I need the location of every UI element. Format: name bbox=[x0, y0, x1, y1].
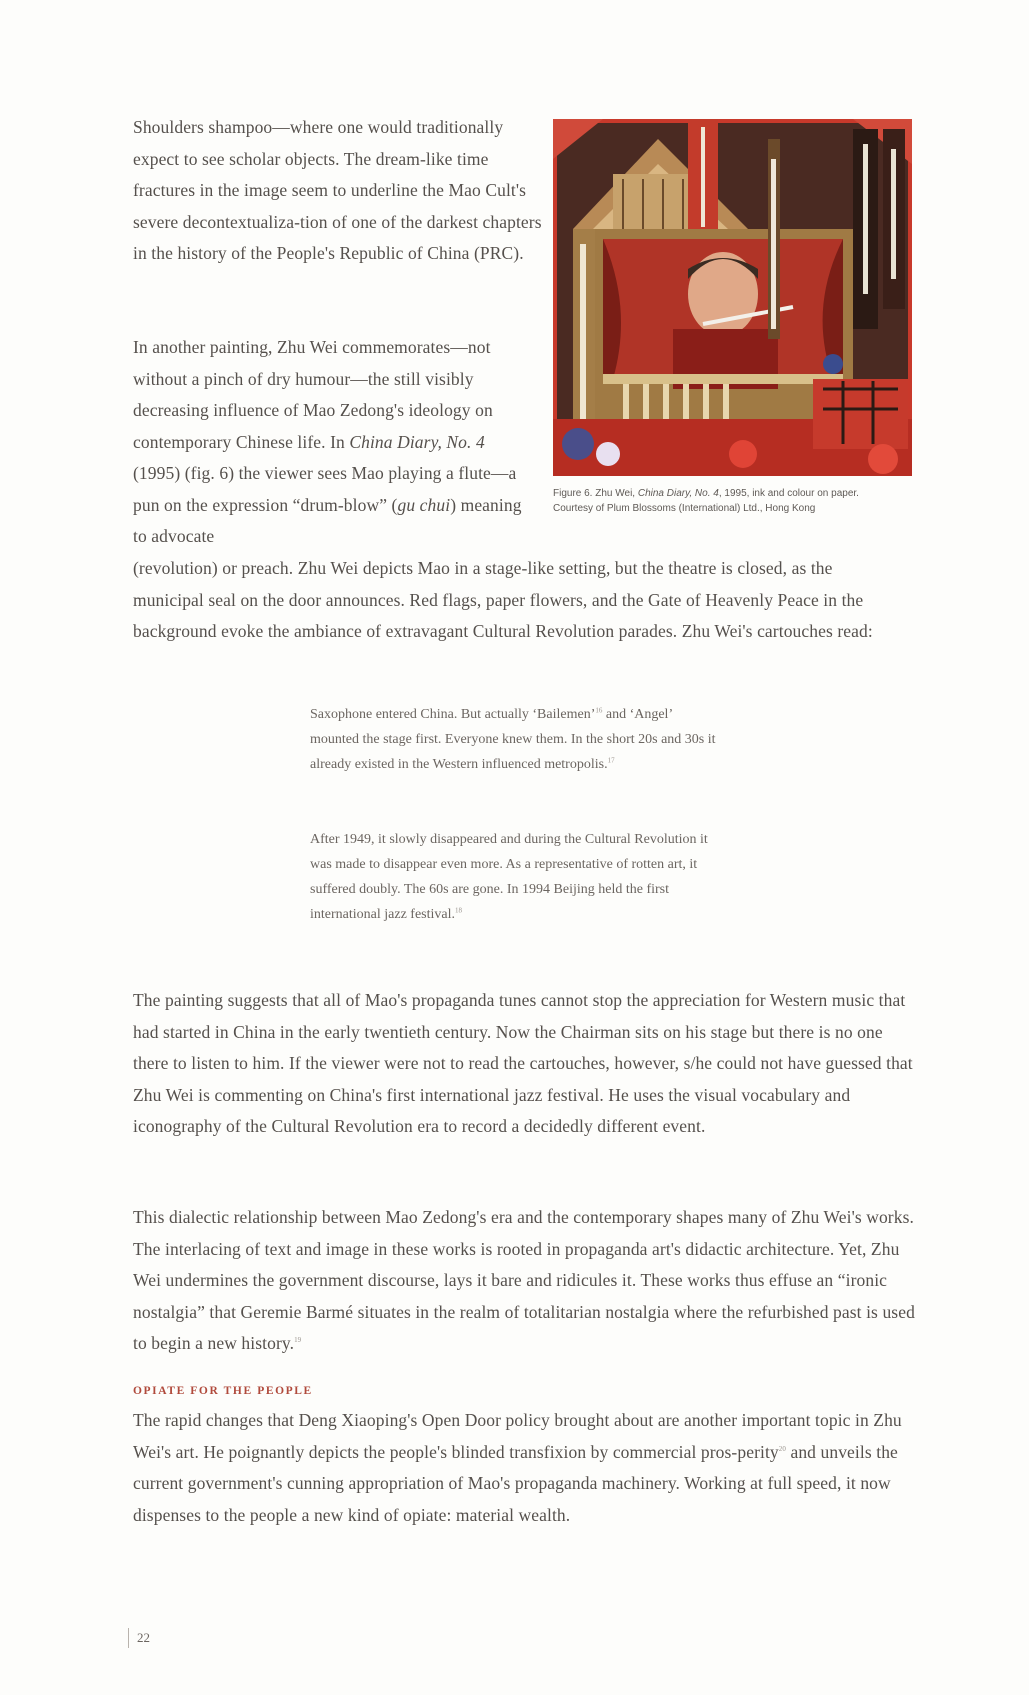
caption-text-a: Figure 6. Zhu Wei, bbox=[553, 488, 638, 499]
painting-figure bbox=[553, 119, 912, 476]
quote-1-text-a: Saxophone entered China. But actually ‘Bailemen’ bbox=[310, 707, 596, 722]
page-number: 22 bbox=[128, 1628, 150, 1648]
caption-text-b: , 1995, ink and colour on paper. bbox=[718, 488, 859, 499]
paragraph-2-bottom bbox=[133, 553, 898, 648]
footnote-ref: 16 bbox=[595, 706, 603, 715]
paragraph-3 bbox=[133, 985, 918, 1143]
paragraph-5-text-b: and unveils the current government's cunning appropriation of Mao's propaganda machinery. Working at full speed, it now dispenses to the people a new kind of opiate: material wealth. bbox=[133, 1441, 898, 1525]
quote-1-text-b: and ‘Angel’ mounted the stage first. Everyone knew them. In the short 20s and 30s it already existed in the Western influenced metropolis. bbox=[310, 707, 716, 772]
section-heading: OPIATE FOR THE PEOPLE bbox=[133, 1385, 313, 1397]
footnote-ref: 19 bbox=[294, 1336, 302, 1345]
paragraph-2-text-c: ) meaning to advocate bbox=[133, 494, 522, 546]
caption-artwork-title: China Diary, No. 4 bbox=[637, 488, 719, 499]
painting-image bbox=[553, 119, 912, 476]
footnote-ref: 17 bbox=[607, 756, 615, 765]
quote-2-text: After 1949, it slowly disappeared and during the Cultural Revolution it was made to disappear even more. As a representative of rotten art, it suffered doubly. The 60s are gone. In 1994 Beijing held the first international jazz festival. bbox=[310, 832, 708, 922]
paragraph-1 bbox=[133, 112, 543, 270]
caption-credit: Courtesy of Plum Blossoms (International) Ltd., Hong Kong bbox=[553, 503, 816, 514]
paragraph-2-text-d: (revolution) or preach. Zhu Wei depicts Mao in a stage-like setting, but the theatre is closed, as the municipal seal on the door announces. Red flags, paper flowers, and the Gate of Heavenly Peace in the background evoke the ambiance of extravagant Cultural Revolution parades. Zhu Wei's cartouches read: bbox=[133, 558, 873, 641]
block-quote-1 bbox=[310, 702, 720, 777]
artwork-title: China Diary, No. 4 bbox=[349, 431, 485, 452]
paragraph-4-text: This dialectic relationship between Mao Zedong's era and the contemporary shapes many of Zhu Wei's works. The interlacing of text and image in these works is rooted in propaganda art's didactic architecture. Yet, Zhu Wei undermines the government discourse, lays it bare and ridicules it. These works thus effuse an “ironic nostalgia” that Geremie Barmé situates in the realm of totalitarian nostalgia where the refurbished past is used to begin a new history. bbox=[133, 1207, 915, 1353]
figure-caption bbox=[553, 486, 923, 516]
paragraph-2-text-a: In another painting, Zhu Wei commemorates—not without a pinch of dry humour—the still visibly decreasing influence of Mao Zedong's ideology on contemporary Chinese life. In bbox=[133, 337, 493, 452]
footnote-ref: 18 bbox=[455, 906, 462, 915]
paragraph-1-text: Shoulders shampoo—where one would traditionally expect to see scholar objects. The dream-like time fractures in the image seem to underline the Mao Cult's severe decontextualiza-tion of one of the darkest chapters in the history of the People's Republic of China (PRC). bbox=[133, 117, 542, 263]
block-quote-2 bbox=[310, 827, 720, 927]
paragraph-5 bbox=[133, 1405, 923, 1531]
paragraph-2-text-b: (1995) (fig. 6) the viewer sees Mao playing a flute—a pun on the expression “drum-blow” ( bbox=[133, 463, 517, 515]
paragraph-3-text: The painting suggests that all of Mao's propaganda tunes cannot stop the appreciation for Western music that had started in China in the early twentieth century. Now the Chairman sits on his stage but there is no one there to listen to him. If the viewer were not to read the cartouches, however, s/he could not have guessed that Zhu Wei is commenting on China's first international jazz festival. He uses the visual vocabulary and iconography of the Cultural Revolution era to record a decidedly different event. bbox=[133, 990, 913, 1136]
chinese-term: gu chui bbox=[397, 494, 451, 515]
paragraph-4 bbox=[133, 1202, 923, 1360]
paragraph-2-top bbox=[133, 332, 533, 553]
footnote-ref: 20 bbox=[778, 1444, 786, 1453]
paragraph-5-text-a: The rapid changes that Deng Xiaoping's Open Door policy brought about are another important topic in Zhu Wei's art. He poignantly depicts the people's blinded transfixion by commercial pros-perity bbox=[133, 1410, 902, 1462]
